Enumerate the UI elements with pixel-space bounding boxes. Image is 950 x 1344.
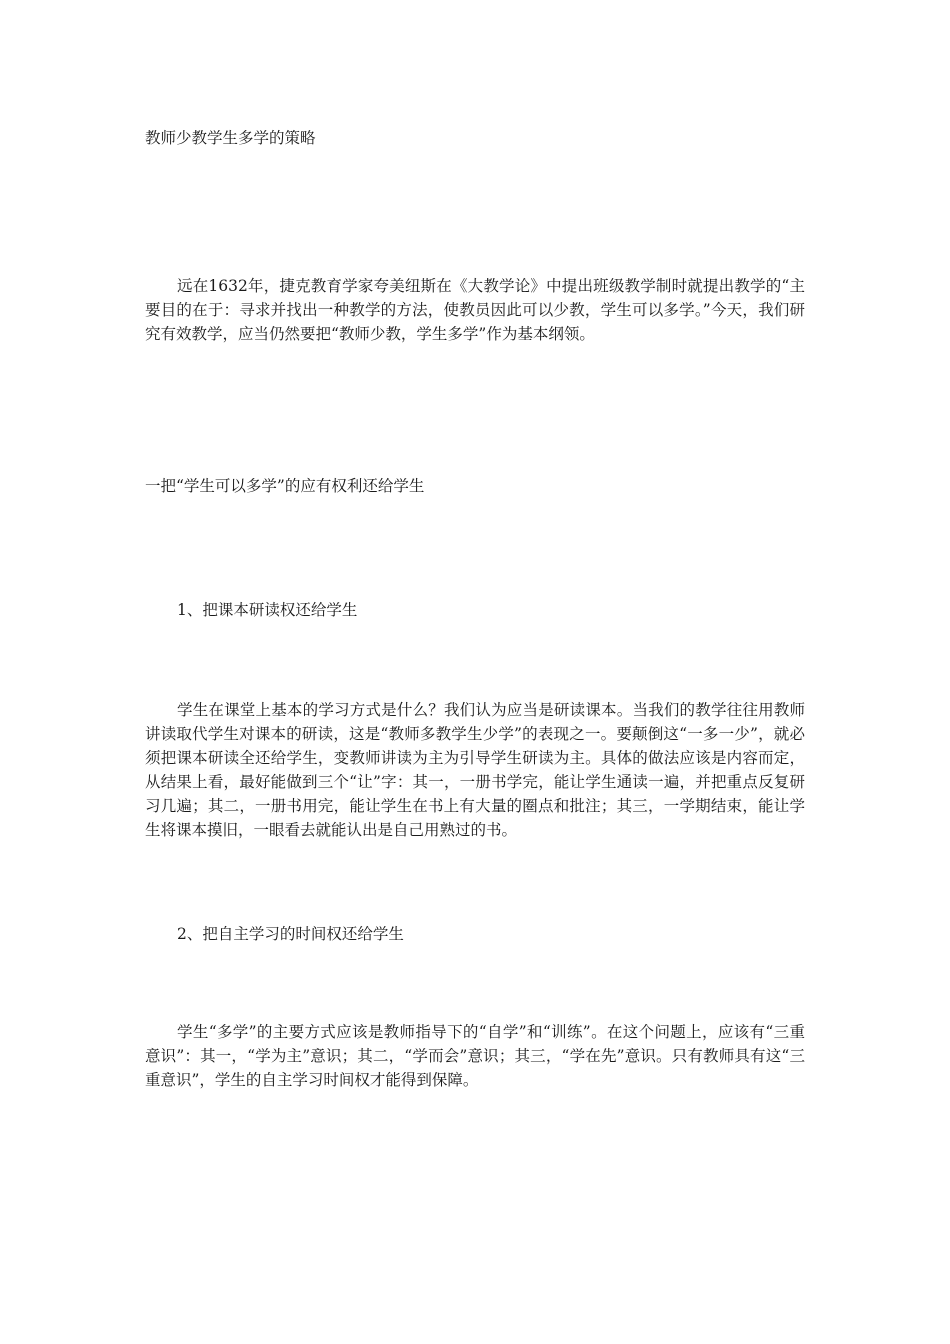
section-heading-1: 一把“学生可以多学”的应有权利还给学生 <box>145 477 425 495</box>
document-title: 教师少教学生多学的策略 <box>145 129 316 147</box>
subsection-1-paragraph: 学生在课堂上基本的学习方式是什么？我们认为应当是研读课本。当我们的教学往往用教师讲读取代学生对课本的研读，这是“教师多教学生少学”的表现之一。要颠倒这“一多一少”，就必须把课本研读全还给学生，变教师讲读为主为引导学生研读为主。具体的做法应该是内容而定，从结果上看，最好能做到三个“让”字：其一，一册书学完，能让学生通读一遍，并把重点反复研习几遍；其二，一册书用完，能让学生在书上有大量的圈点和批注；其三，一学期结束，能让学生将课本摸旧，一眼看去就能认出是自己用熟过的书。 <box>145 701 805 839</box>
subsection-heading-1: 1、把课本研读权还给学生 <box>177 601 358 619</box>
subsection-heading-2: 2、把自主学习的时间权还给学生 <box>177 925 404 943</box>
subsection-2-paragraph: 学生“多学”的主要方式应该是教师指导下的“自学”和“训练”。在这个问题上，应该有“三重意识”：其一，“学为主”意识；其二，“学而会”意识；其三，“学在先”意识。只有教师具有这“三重意识”，学生的自主学习时间权才能得到保障。 <box>145 1023 805 1089</box>
intro-paragraph: 远在1632年，捷克教育学家夸美纽斯在《大教学论》中提出班级教学制时就提出教学的“主要目的在于：寻求并找出一种教学的方法，使教员因此可以少教，学生可以多学。”今天，我们研究有效教学，应当仍然要把“教师少教，学生多学”作为基本纲领。 <box>145 277 805 343</box>
